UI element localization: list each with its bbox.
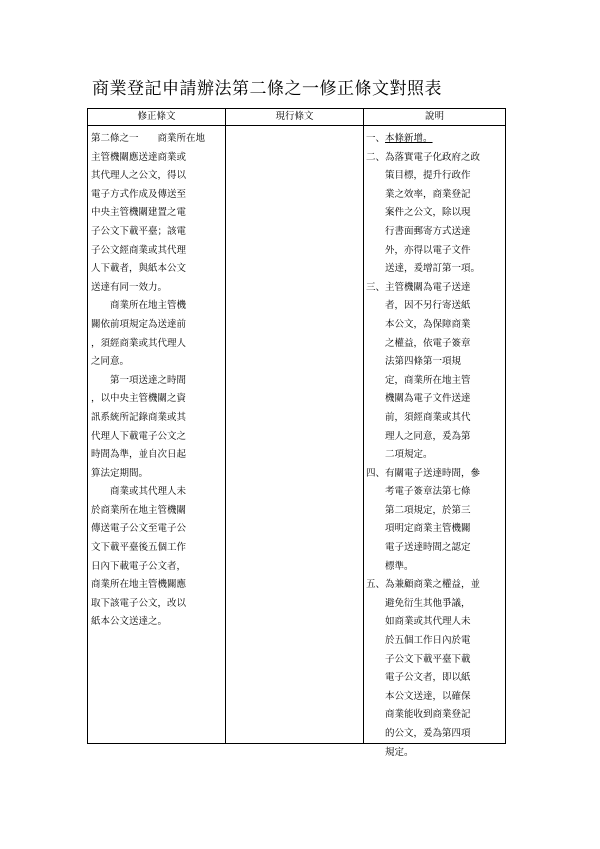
amended-text-line: ，以中央主管機關之資: [91, 393, 187, 405]
explanation-text-line: 者，因不另行寄送紙: [366, 300, 471, 312]
explanation-text-line: 於五個工作日內於電: [366, 635, 471, 647]
table-header-row: [88, 109, 505, 126]
comparison-table: [87, 108, 506, 758]
amended-text-line: 商業所在地主管機: [91, 300, 187, 312]
header-amended: 修正條文: [137, 111, 176, 122]
explanation-text-line: 子公文下載平臺下載: [366, 653, 471, 665]
explanation-text-line: 定，商業所在地主管: [366, 374, 471, 386]
amended-text-line: 時間為準，並自次日起: [91, 449, 187, 461]
explanation-text-line: 前，須經商業或其代: [366, 411, 471, 423]
explanation-text-line: 二項規定。: [366, 449, 433, 461]
amended-text-line: 送達有同一效力。: [91, 281, 168, 293]
amended-text-line: 人下載者，與紙本公文: [91, 263, 187, 275]
explanation-text-line: 理人之同意，爰為第: [366, 430, 471, 442]
explanation-text-line: 第二項規定，於第三: [366, 504, 471, 516]
amended-text-line: 代理人下載電子公文之: [91, 430, 187, 442]
explanation-item-number: 一、: [366, 133, 386, 144]
explanation-text-line: 電子送達時間之認定: [366, 542, 471, 554]
amended-text-line: 電子方式作成及傳送至: [91, 188, 187, 200]
amended-text-line: 日內下載電子公文者，: [91, 560, 187, 572]
explanation-text-line: 五、為兼顧商業之權益，並: [366, 579, 481, 591]
amended-text-line: 紙本公文送達之。: [91, 616, 168, 628]
amended-text-line: 傳送電子公文至電子公: [91, 523, 187, 535]
amended-text-line: 於商業所在地主管機關: [91, 504, 187, 516]
amended-text-line: 商業或其代理人未: [91, 486, 187, 498]
explanation-text-line: 四、有關電子送達時間，參: [366, 467, 481, 479]
explanation-text-line: 行書面郵寄方式送達: [366, 225, 471, 237]
explanation-rest: [366, 149, 506, 763]
explanation-text-line: 標準。: [366, 560, 414, 572]
amended-text-column: [91, 130, 226, 632]
explanation-column: [366, 130, 506, 762]
explanation-text-line: 案件之公文，除以現: [366, 207, 471, 219]
column-divider: [363, 109, 364, 743]
explanation-text-line: 考電子簽章法第七條: [366, 486, 471, 498]
explanation-text-line: 電子公文者，即以紙: [366, 672, 471, 684]
amended-text-line: 第一項送達之時間: [91, 374, 187, 386]
amended-text-line: 取下該電子公文，改以: [91, 597, 187, 609]
header-explanation: 說明: [424, 111, 444, 122]
explanation-text-line: 項明定商業主管機關: [366, 523, 471, 535]
explanation-text-line: 外，亦得以電子文件: [366, 244, 471, 256]
explanation-text-line: 送達，爰增訂第一項。: [366, 263, 481, 275]
amended-text-line: 訊系統所記錄商業或其: [91, 411, 187, 423]
explanation-text-line: 本公文送達，以確保: [366, 690, 471, 702]
explanation-text-line: 本公文，為保障商業: [366, 318, 471, 330]
amended-text-line: 子公文經商業或其代理: [91, 244, 187, 256]
explanation-text-line: 法第四條第一項規: [366, 356, 462, 368]
amended-text-line: 關依前項規定為送達前: [91, 318, 187, 330]
page-title: 商業登記申請辦法第二條之一修正條文對照表: [92, 79, 442, 99]
explanation-item-1: [366, 130, 506, 149]
explanation-text-line: 的公文，爰為第四項: [366, 728, 471, 739]
explanation-text-line: 商業能收到商業登記: [366, 709, 471, 721]
amended-text-line: 商業所在地主管機關應: [91, 579, 187, 591]
amended-text-line: 其代理人之公文，得以: [91, 170, 187, 182]
explanation-text-line: 三、主管機關為電子送達: [366, 281, 471, 293]
amended-text-line: ，須經商業或其代理人: [91, 337, 187, 349]
amended-text-line: 主管機關應送達商業或: [91, 151, 187, 163]
explanation-text-line: 規定。: [366, 746, 414, 758]
header-current: 現行條文: [275, 111, 314, 122]
explanation-text-line: 機關為電子文件送達: [366, 393, 471, 405]
amended-text-line: 中央主管機關建置之電: [91, 207, 187, 219]
explanation-text-line: 如商業或其代理人未: [366, 616, 471, 628]
amended-text-line: 算法定期間。: [91, 467, 149, 479]
amended-text-line: 第二條之一 商業所在地: [91, 133, 206, 144]
explanation-text-line: 二、為落實電子化政府之政: [366, 151, 481, 163]
explanation-text-line: 業之效率，商業登記: [366, 188, 471, 200]
new-article-note: 本條新增。: [385, 133, 433, 144]
explanation-text-line: 之權益，依電子簽章: [366, 337, 471, 349]
explanation-text-line: 策目標，提升行政作: [366, 170, 471, 182]
amended-text-line: 文下載平臺後五個工作: [91, 542, 187, 554]
amended-text-line: 子公文下載平臺；該電: [91, 225, 187, 237]
explanation-text-line: 避免衍生其他爭議，: [366, 597, 471, 609]
amended-text-line: 之同意。: [91, 356, 130, 368]
